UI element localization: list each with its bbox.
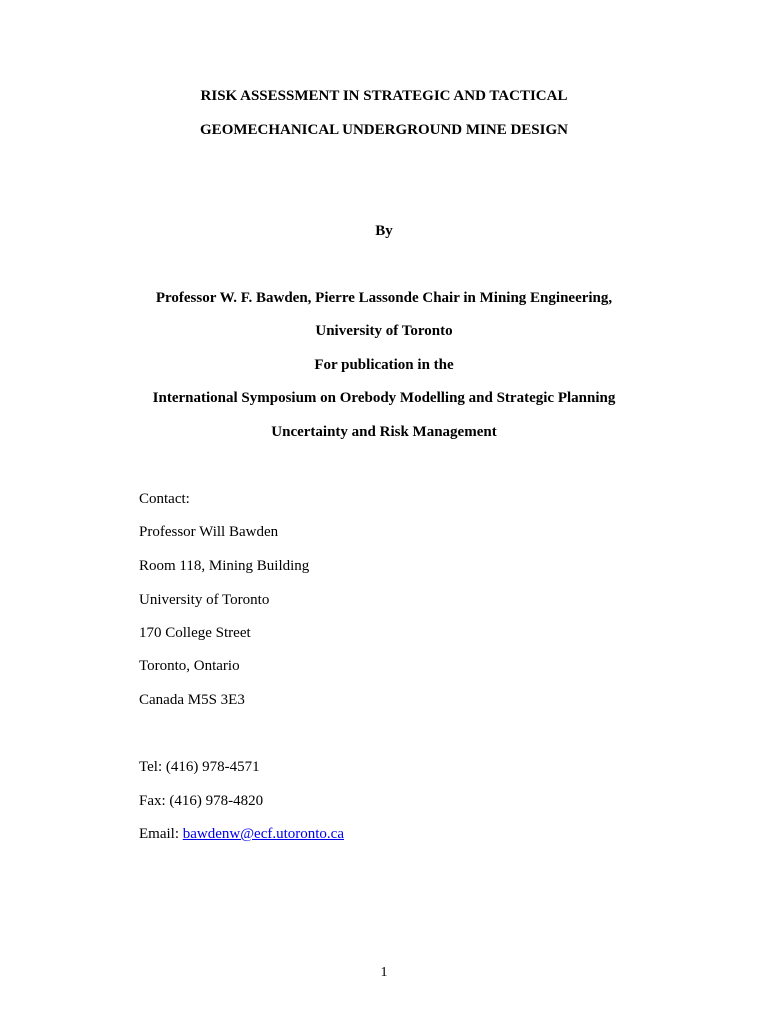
contact-name: Professor Will Bawden: [139, 524, 279, 540]
contact-city: Toronto, Ontario: [139, 658, 240, 674]
contact-email-line: [139, 825, 344, 843]
email-label: Email:: [139, 826, 183, 842]
title-line-2: GEOMECHANICAL UNDERGROUND MINE DESIGN: [200, 122, 568, 138]
contact-fax: Fax: (416) 978-4820: [139, 793, 264, 809]
title-line-1: RISK ASSESSMENT IN STRATEGIC AND TACTICAL: [200, 88, 568, 104]
contact-country-postal: Canada M5S 3E3: [139, 692, 245, 708]
affiliation: University of Toronto: [315, 323, 453, 339]
publication-intro: For publication in the: [314, 357, 454, 373]
contact-heading: Contact:: [139, 491, 190, 507]
contact-street: 170 College Street: [139, 625, 251, 641]
email-link[interactable]: bawdenw@ecf.utoronto.ca: [182, 826, 344, 842]
contact-tel: Tel: (416) 978-4571: [139, 759, 260, 775]
by-label: By: [375, 223, 393, 239]
author-line: Professor W. F. Bawden, Pierre Lassonde Chair in Mining Engineering,: [155, 290, 613, 306]
symposium-subtitle: Uncertainty and Risk Management: [271, 424, 497, 440]
contact-room: Room 118, Mining Building: [139, 558, 310, 574]
contact-university: University of Toronto: [139, 592, 270, 608]
page-number: 1: [380, 965, 388, 980]
symposium-name: International Symposium on Orebody Modelling and Strategic Planning: [152, 390, 616, 406]
